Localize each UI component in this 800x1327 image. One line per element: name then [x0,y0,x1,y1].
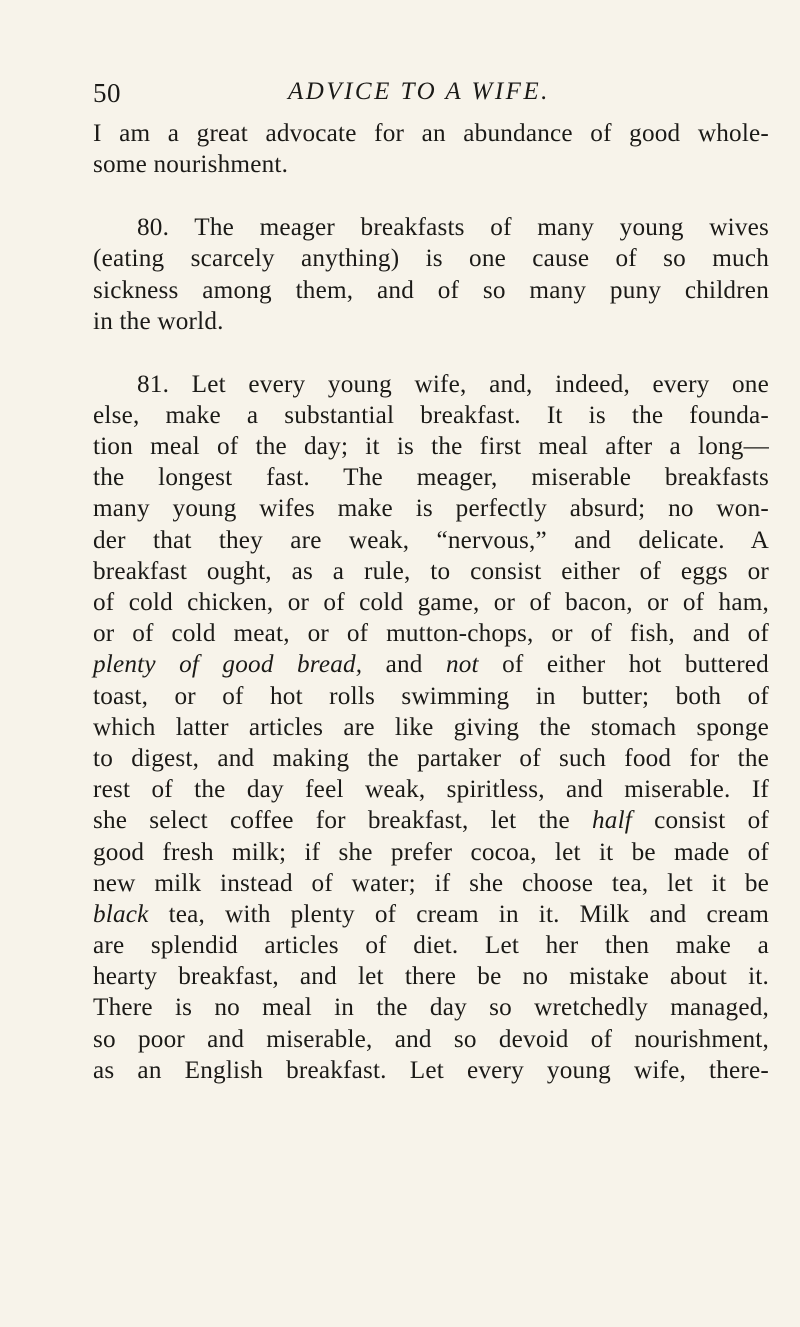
text-line [93,805,769,836]
text-run: and [362,651,446,679]
text-line: rest of the day feel weak, spiritless, and miserable. If [93,776,769,804]
text-line: so poor and miserable, and so devoid of nourishment, [93,1025,769,1053]
paragraph-81 [93,369,769,1086]
paragraph-80 [93,212,769,337]
text-line: new milk instead of water; if she choose tea, let it be [93,869,769,897]
text-line: sickness among them, and of so many puny children [93,276,769,304]
page-number: 50 [93,78,121,108]
text-line: hearty breakfast, and let there be no mistake about it. [93,963,769,991]
text-line [93,899,769,930]
italic-text: plenty of good bread, [93,651,363,679]
text-line: some nourishment. [93,151,289,179]
text-line: good fresh milk; if she prefer cocoa, let it be made of [93,838,769,866]
text-line: or of cold meat, or of mutton-chops, or of fish, and of [93,620,769,648]
text-line: to digest, and making the partaker of such food for the [93,744,769,772]
text-line: tion meal of the day; it is the first meal after a long— [93,433,769,461]
italic-text: black [93,900,149,928]
page-header [93,78,733,112]
text-line: as an English breakfast. Let every young wife, there- [93,1056,769,1084]
text-line: in the world. [93,307,224,335]
text-line: which latter articles are like giving the stomach sponge [93,713,769,741]
text-line: (eating scarcely anything) is one cause of so much [93,245,769,273]
text-run: consist of [631,807,769,835]
text-line [93,649,769,680]
paragraph [93,118,769,180]
text-run: tea, with plenty of cream in it. Milk and cream [148,900,769,928]
text-line: toast, or of hot rolls swimming in butter; both of [93,682,769,710]
text-line: breakfast ought, as a rule, to consist either of eggs or [93,557,769,585]
text-run: of either hot buttered [478,651,769,679]
text-line: 81. Let every young wife, and, indeed, every one [137,370,769,398]
text-line: many young wifes make is perfectly absurd; no won- [93,495,769,523]
italic-text: half [592,807,632,835]
text-line: There is no meal in the day so wretchedly managed, [93,994,769,1022]
text-line: I am a great advocate for an abundance of good whole- [93,120,769,147]
text-line: of cold chicken, or of cold game, or of bacon, or of ham, [93,589,769,617]
italic-text: not [445,651,479,679]
text-line: the longest fast. The meager, miserable breakfasts [93,464,769,492]
running-head: ADVICE TO A WIFE. [288,78,550,105]
body-text [93,118,769,1086]
text-line: der that they are weak, “nervous,” and delicate. A [93,526,769,554]
text-run: she select coffee for breakfast, let the [93,807,592,835]
text-line: 80. The meager breakfasts of many young wives [137,214,769,242]
text-line: else, make a substantial breakfast. It is the founda- [93,401,769,429]
text-line: are splendid articles of diet. Let her then make a [93,932,769,960]
